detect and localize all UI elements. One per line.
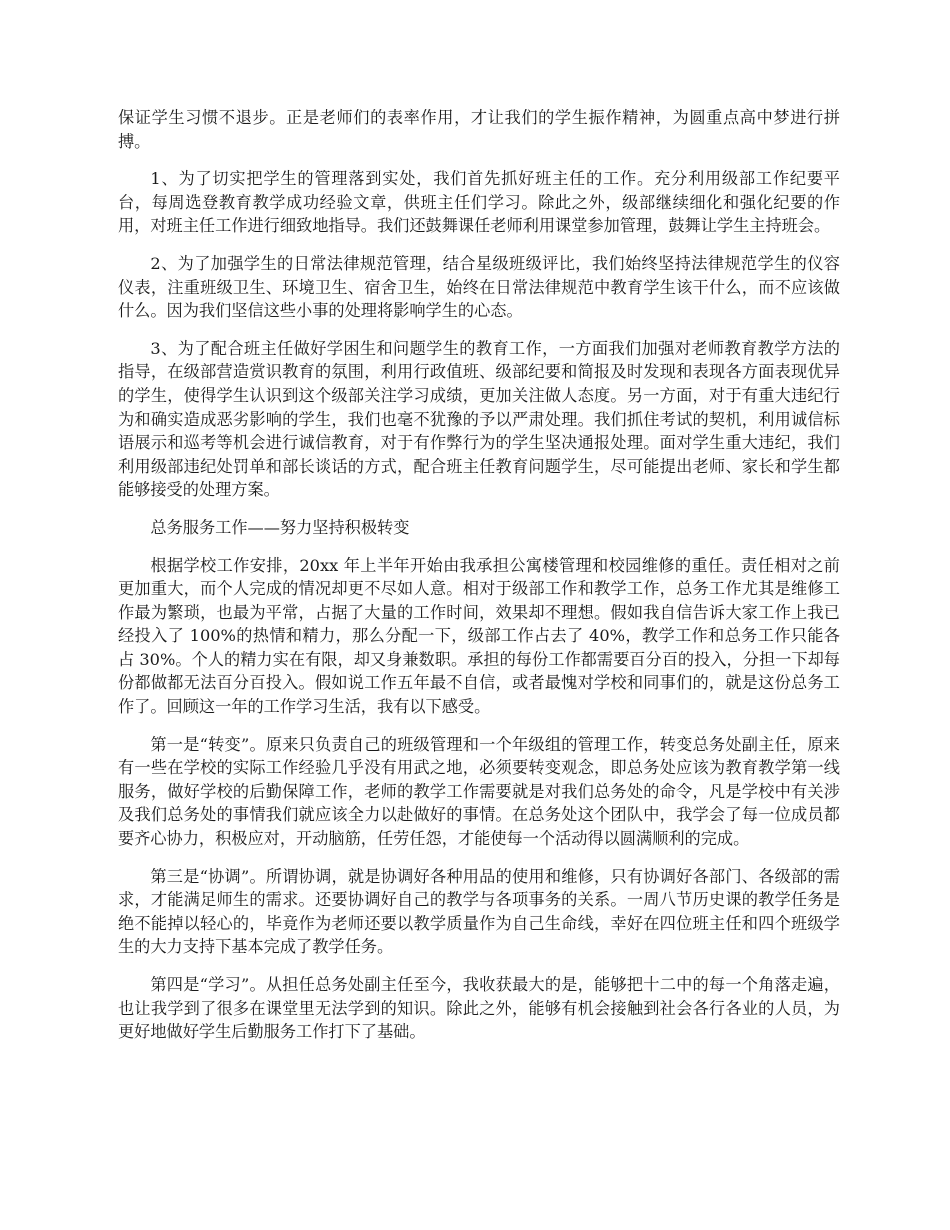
paragraph-general-services-intro: 根据学校工作安排，20xx 年上半年开始由我承担公寓楼管理和校园维修的重任。责任相对之前更加重大，而个人完成的情况却更不尽如人意。相对于级部工作和教学工作，总务工作尤其是维修工作最为繁琐，也最为平常，占据了大量的工作时间，效果却不理想。假如我自信告诉大家工作上我已经投入了 100%的热情和精力，那么分配一下，级部工作占去了 40%，教学工作和总务工作只能各占 30%。个人的精力实在有限，却又身兼数职。承担的每份工作都需要百分百的投入，分担一下却每份都做都无法百分百投入。假如说工作五年最不自信，或者最愧对学校和同事们的，就是这份总务工作了。回顾这一年的工作学习生活，我有以下感受。 [118, 555, 840, 717]
paragraph-class-teacher-management: 1、为了切实把学生的管理落到实处，我们首先抓好班主任的工作。充分利用级部工作纪要平台，每周选登教育教学成功经验文章，供班主任们学习。除此之外，级部继续细化和强化纪要的作用，对班主任工作进行细致地指导。我们还鼓舞课任老师利用课堂参加管理，鼓舞让学生主持班会。 [118, 169, 840, 236]
paragraph-continuation: 保证学生习惯不退步。正是老师们的表率作用，才让我们的学生振作精神，为圆重点高中梦进行拼搏。 [118, 108, 840, 151]
paragraph-coordination: 第三是“协调”。所谓协调，就是协调好各种用品的使用和维修，只有协调好各部门、各级部的需求，才能满足师生的需求。还要协调好自己的教学与各项事务的关系。一周八节历史课的教学任务是绝不能掉以轻心的，毕竟作为老师还要以教学质量作为自己生命线，幸好在四位班主任和四个班级学生的大力支持下基本完成了教学任务。 [118, 866, 840, 957]
paragraph-daily-discipline: 2、为了加强学生的日常法律规范管理，结合星级班级评比，我们始终坚持法律规范学生的仪容仪表，注重班级卫生、环境卫生、宿舍卫生，始终在日常法律规范中教育学生该干什么，而不应该做什么。因为我们坚信这些小事的处理将影响学生的心态。 [118, 253, 840, 321]
paragraph-change: 第一是“转变”。原来只负责自己的班级管理和一个年级组的管理工作，转变总务处副主任，原来有一些在学校的实际工作经验几乎没有用武之地，必须要转变观念，即总务处应该为教育教学第一线服务，做好学校的后勤保障工作，老师的教学工作需要就是对我们总务处的命令，凡是学校中有关涉及我们总务处的事情我们就应该全力以赴做好的事情。在总务处这个团队中，我学会了每一位成员都要齐心协力，积极应对，开动脑筋，任劳任怨，才能使每一个活动得以圆满顺利的完成。 [118, 734, 840, 849]
document-body [118, 106, 840, 1058]
paragraph-learning: 第四是“学习”。从担任总务处副主任至今，我收获最大的是，能够把十二中的每一个角落走遍，也让我学到了很多在课堂里无法学到的知识。除此之外，能够有机会接触到社会各行各业的人员，为更好地做好学生后勤服务工作打下了基础。 [118, 975, 840, 1042]
paragraph-problem-students: 3、为了配合班主任做好学困生和问题学生的教育工作，一方面我们加强对老师教育教学方法的指导，在级部营造赏识教育的氛围，利用行政值班、级部纪要和简报及时发现和表现各方面表现优异的学生，使得学生认识到这个级部关注学习成绩，更加关注做人态度。另一方面，对于有重大违纪行为和确实造成恶劣影响的学生，我们也毫不犹豫的予以严肃处理。我们抓住考试的契机，利用诚信标语展示和巡考等机会进行诚信教育，对于有作弊行为的学生坚决通报处理。面对学生重大违纪，我们利用级部违纪处罚单和部长谈话的方式，配合班主任教育问题学生，尽可能提出老师、家长和学生都能够接受的处理方案。 [118, 338, 840, 500]
section-heading-general-services: 总务服务工作——努力坚持积极转变 [150, 517, 410, 537]
